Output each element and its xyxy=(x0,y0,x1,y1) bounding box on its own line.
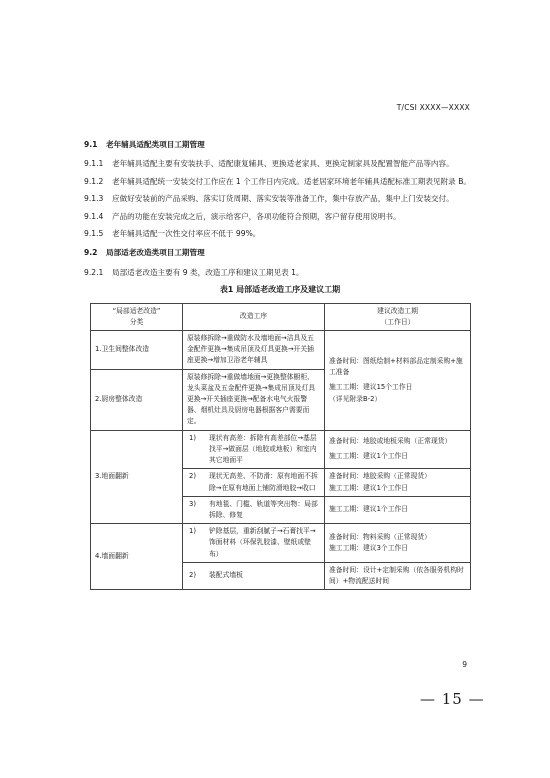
section-heading-9-1: 9.1 老年辅具适配类项目工期管理 xyxy=(84,140,205,149)
document-body xyxy=(84,138,476,590)
row-period: 准备时间：物料采购（正常现货） 施工工期：建议3个工作日 xyxy=(325,524,471,563)
row-process: 2) 现状无高差、不防滑：原有地面不拆除→在原有地面上铺防滑地胶→收口 xyxy=(183,469,325,496)
header-period: 建议改造工期 （工作日） xyxy=(325,303,471,330)
section-heading-9-2: 9.2 局部适老改造类项目工期管理 xyxy=(84,248,205,258)
table-row xyxy=(91,524,471,563)
row-category: 2.厨房整体改造 xyxy=(91,369,183,430)
row-process: 1) 现状有高差：拆除有高差部位→基层找平→做面层（地胶或地板）和室内其它地面平 xyxy=(183,430,325,469)
row-category: 1.卫生间整体改造 xyxy=(91,331,183,370)
row-period: 准备时间：设计+定制采购（依各服务机构时间）+物流配送时间 xyxy=(325,562,471,589)
row-period: 准备时间：地胶采购（正常现货） 施工工期：建议1个工作日 xyxy=(325,469,471,496)
row-category: 3.地面翻新 xyxy=(91,430,183,523)
header-process: 改造工序 xyxy=(183,303,325,330)
clause-9-1-5: 9.1.5 老年辅具适配一次性交付率应不低于 99%。 xyxy=(84,229,261,239)
clause-9-2-1: 9.2.1 局部适老改造主要有 9 类，改造工序和建议工期见表 1。 xyxy=(84,267,304,277)
row-period: 准备时间：地胶或地板采购（正常现货） 施工工期：建议1个工作日 xyxy=(325,430,471,469)
row-category: 4.墙面翻新 xyxy=(91,524,183,590)
header-category: “局部适老改造” 分类 xyxy=(91,303,183,330)
clause-9-1-4: 9.1.4 产品的功能在安装完成之后，演示给客户，各项功能符合预期，客户留存使用说明书。 xyxy=(84,211,401,221)
standard-number: T/CSI XXXX—XXXX xyxy=(396,103,470,112)
table-title: 表1 局部适老改造工序及建议工期 xyxy=(219,285,341,295)
page-number: 9 xyxy=(462,660,467,669)
row-process: 1) 铲除基层，重新刮腻子→石膏找平→饰面材料（环保乳胶漆、壁纸或壁布） xyxy=(183,524,325,563)
table-row xyxy=(91,331,471,370)
row-process: 3) 有地毯、门槛、轨道等突出物：局部拆除、修复 xyxy=(183,496,325,523)
table-header-row xyxy=(91,303,471,330)
row-process: 原装修拆除→重做防水及墙地面→洁具及五金配件更换→集成吊顶及灯具更换→开关插座更换→增加卫浴老年辅具 xyxy=(183,331,325,370)
row-period: 准备时间：图纸绘制+材料部品定制采购+施工准备 施工工期：建议15个工作日 （详见附录B-2） xyxy=(325,331,471,431)
table-row xyxy=(91,430,471,469)
clause-9-1-2: 9.1.2 老年辅具适配统一安装交付工作应在 1 个工作日内完成。适老居家环境老年辅具适配标准工期表见附录 B。 xyxy=(84,176,471,186)
book-page-number: — 15 — xyxy=(420,690,485,708)
row-process: 原装修拆除→重做墙地面→更换整体橱柜、龙头菜盆及五金配件更换→集成吊顶及灯具更换→开关插座更换→配备水电气火报警器、烟机灶具及厨房电器根据客户需要而定。 xyxy=(183,369,325,430)
row-process: 2) 装配式墙板 xyxy=(183,562,325,589)
renovation-table xyxy=(90,303,471,590)
clause-9-1-3: 9.1.3 应做好安装前的产品采购、落实订货周期、落实安装等准备工作，集中存放产品，集中上门安装交付。 xyxy=(84,194,454,204)
row-period: 施工工期：建议1个工作日 xyxy=(325,496,471,523)
clause-9-1-1: 9.1.1 老年辅具适配主要有安装扶手、适配康复辅具、更换适老家具、更换定制家具及配置智能产品等内容。 xyxy=(84,159,454,169)
